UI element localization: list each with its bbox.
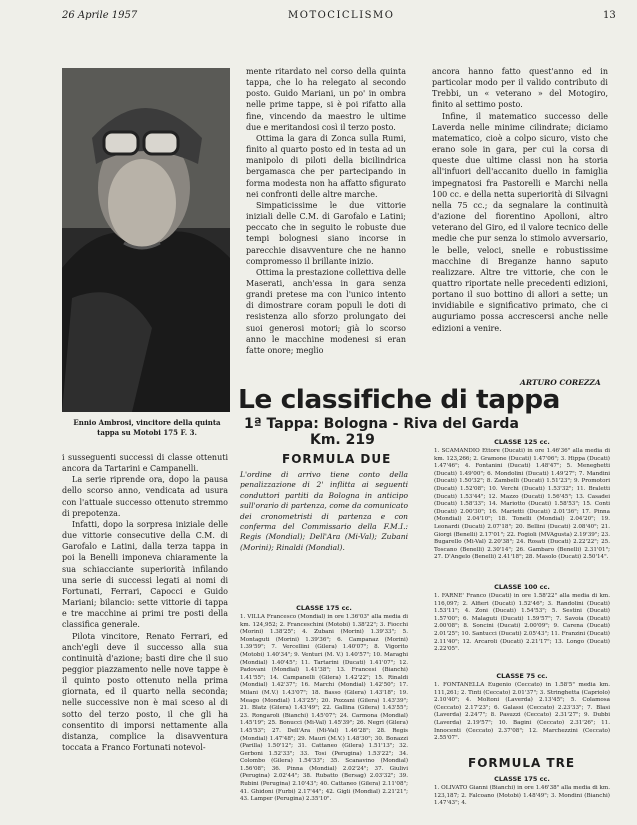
class-heading: CLASSE 75 cc. [496,672,548,680]
page-number: 13 [603,10,616,21]
stage-title: 1ª Tappa: Bologna - Riva del Garda [244,416,519,432]
class-results: 1. SCAMANDIO Ettore (Ducati) in ore 1.46'36" alla media di km. 123,266; 2. Gramone (Ducati) 1.47'06"; 3. Hippa (Ducati) 1.47'46"; 4. Fontanini (Ducati) 1.48'47"; 5. Meneghetti (Ducati) 1.49'00"; 6. Mondolini (Ducati) 1.49'27"; 7. Mandini (Ducati) 1.50'32"; 8. Zambelli (Ducati) 1.51'23"; 9. Promotori (Ducati) 1.52'08"; 10. Verchi (Ducati) 1.53'32"; 11. Braletti (Ducati) 1.53'44"; 12. Mazzo (Ducati) 1.56'45"; 13. Casadei (Ducati) 1.58'33"; 14. Mariotto (Ducati) 1.58'53"; 15. Conti (Ducati) 2.00'30"; 16. Marietti (Ducati) 2.01'36"; 17. Pinna (Mondial) 2.04'10"; 18. Tonelli (Mondial) 2.04'20"; 19. Leonardi (Ducati) 2.07'18"; 20. Bellini (Ducati) 2.08'40"; 21. Giorgi (Benelli) 2.17'01"; 22. Fogioli (MVAgusta) 2.19'39"; 23. Bugarello (Mi-Val) 2.20'38"; 24. Rosati (Ducati) 2.22'22"; 25. Toscano (Benelli) 2.30'14"; 26. Gambaro (Benelli) 2.31'01"; 27. D'Angelo (Benelli) 2.41'18"; 28. Masolo (Ducati) 2.50'14". [434,448,610,561]
results-headline: Le classifiche di tappa [238,385,560,415]
class-heading: CLASSE 175 cc. [296,604,352,612]
middle-column [246,66,406,356]
class-heading: CLASSE 175 cc. [494,775,550,783]
paragraph: Simpaticissime le due vittorie iniziali delle C.M. di Garofalo e Latini; peccato che in seguito le robuste due tempi bolognesi siano incorse in parecchie disavventure che ne hanno compromesso il brillante inizio. [246,200,406,266]
formula-tre-heading: FORMULA TRE [468,756,576,770]
paragraph: Infatti, dopo la sorpresa iniziale delle due vittorie consecutive della C.M. di Garofalo e Latini, dalla terza tappa in poi la Benelli imponeva chiaramente la sua schiacciante superiorità infilando una serie di successi legati ai nomi di Fortunati, Ferrari, Capocci e Guido Mariani; bilancio: sette vittorie di tappa e tre macchine ai primi tre posti della classifica generale. [62,519,228,630]
photo-caption: Ennio Ambrosi, vincitore della quinta tappa su Motobi 175 F. 3. [73,418,221,437]
class-results: 1. FARNE' Franco (Ducati) in ore 1.58'22" alla media di km. 116,097; 2. Alfieri (Ducati) 1.52'46"; 3. Randolini (Ducati) 1.53'11"; 4. Zoni (Ducati) 1.54'53"; 5. Sestini (Ducati) 1.57'00"; 6. Malaguti (Ducati) 1.59'57"; 7. Savoia (Ducati) 2.00'08"; 8. Soncini (Ducati) 2.00'09"; 9. Carena (Ducati) 2.01'25"; 10. Santucci (Ducati) 2.05'43"; 11. Franzini (Ducati) 2.11'40"; 12. Arcaroli (Ducati) 2.21'17"; 13. Longo (Ducati) 2.22'05". [434,593,610,653]
paragraph: i susseguenti successi di classe ottenuti ancora da Tartarini e Campanelli. [62,453,228,474]
rider-portrait-illustration [62,68,230,412]
paragraph: Ottima la gara di Zonca sulla Rumi, finito al quarto posto ed in testa ad un manipolo di piloti della bicilindrica bergamasca che per partecipando in forma modesta non ha affatto sfigurato nei confronti delle altre marche. [246,133,406,199]
class-results: 1. FONTANELLA Eugenio (Ceccato) in 1.58'5" media km. 111,261; 2. Tinti (Ceccato) 2.01'37"; 3. Stringhetta (Capriolo) 2.10'40"; 4. Moltoni (Laverda) 2.13'45"; 5. Colamosa (Ceccato) 2.17'23"; 6. Galassi (Ceccato) 2.23'33"; 7. Blasi (Laverda) 2.24'7"; 8. Pasuzzi (Ceccato) 2.31'27"; 9. Dubbi (Laverda) 2.19'57"; 10. Bagini (Ceccato) 2.31'26"; 11. Innocenti (Ceccato) 2.37'08"; 12. Marchezzini (Ceccato) 2.55'07". [434,682,610,742]
paragraph: Infine, il matematico successo delle Laverda nelle minime cilindrate; diciamo matematico, cioè a colpo sicuro, visto che erano sole in gara, per cui la corsa di queste due ultime classi non ha storia all'infuori dell'accanito duello in famiglia impegnatosi fra Pastorelli e Marchi nella 100 cc. e della netta superiorità di Silvagni nella 75 cc.; da segnalare la continuità d'azione del fiorentino Apolloni, altro veterano del Giro, ed il valore tecnico delle medie che pur senza lo stimolo avversario, le belle, veloci, snelle e robustissime macchine di Breganze hanno saputo realizzare. Altre tre vittorie, che con le quattro riportate nelle precedenti edizioni, portano il suo bottino di allori a sette; un invidiabile e significativo primato, che ci auguriamo possa accrescersi anche nelle edizioni a venire. [432,111,608,333]
penalty-note: L'ordine di arrivo tiene conto della penalizzazione di 2' inflitta ai seguenti conduttori partiti da Bologna in anticipo sull'orario di partenza, come da comunicato dei cronometristi di partenza e con conferma del Commissario della F.M.I.: Regis (Mondial); Dell'Ara (Mi-Val); Zubani (Morini); Rinaldi (Mondial). [240,470,408,552]
magazine-title: MOTOCICLISMO [288,10,395,21]
paragraph: Ottima la prestazione collettiva delle Maserati, anch'essa in gara senza grandi pretese ma con l'unico intento di dimostrare coram populi le doti di resistenza allo sforzo prolungato dei suoi generosi motori; già lo scorso anno le macchine modenesi si eran fatte onore; meglio [246,267,406,355]
stage-distance: Km. 219 [310,432,375,448]
left-column [62,452,228,753]
paragraph: Pilota vincitore, Renato Ferrari, ed anch'egli deve il successo alla sua continuità d'azione; basti dire che il suo peggior piazzamento nelle nove tappe è il quinto posto ottenuto nella prima giornata, ed il quarto nella seconda; nelle successive non è mai sceso al di sotto del terzo posto, il che gli ha consentito di imporsi nettamente alla distanza, complice la disavventura toccata a Franco Fortunati notevol- [62,631,228,753]
class-results: 1. OLIVATO Gianni (Bianchi) in ore 1.46'38" alla media di km. 123,187; 2. Falcoano (Motobi) 1.48'49"; 3. Mondini (Bianchi) 1.47'43"; 4. [434,785,610,807]
class-heading: CLASSE 100 cc. [494,583,550,591]
paragraph: La serie riprende ora, dopo la pausa dello scorso anno, vendicata ad usura con l'attuale successo ottenuto stremmo di prepotenza. [62,475,228,518]
right-column [432,66,608,334]
class-heading: CLASSE 125 cc. [494,438,550,446]
author-signature: ARTURO COREZZA [520,378,601,387]
class-results: 1. VILLA Francesco (Mondial) in ore 1.36'03" alla media di km. 124,952; 2. Franceschini (Motobi) 1.38'22"; 3. Fiocchi (Morini) 1.38'25"; 4. Zubani (Morini) 1.39'33"; 5. Montaguti (Morini) 1.39'36"; 6. Campanaz (Morini) 1.39'59"; 7. Vercellini (Gilera) 1.40'07"; 8. Vigorito (Motobi) 1.40'34"; 9. Venturi (M. V.) 1.40'57"; 10. Maraghi (Mondial) 1.40'45"; 11. Tartarini (Ducati) 1.41'07"; 12. Padovani (Mondial) 1.41'38"; 13. Francesi (Bianchi) 1.41'55"; 14. Campanelli (Gilera) 1.42'22"; 15. Rinaldi (Mondial) 1.42'37"; 16. Marchi (Mondial) 1.42'50"; 17. Milani (M.V.) 1.43'07"; 18. Basso (Gilera) 1.43'18"; 19. Meago (Mondial) 1.43'25"; 20. Pozzani (Gilera) 1.43'39"; 21. Blatz (Gilera) 1.43'49"; 22. Gallina (Gilera) 1.43'55"; 23. Rongaroli (Bianchi) 1.45'07"; 24. Carmona (Mondial) 1.45'19"; 25. Bonucci (Mi-Val) 1.45'39"; 26. Negri (Gilera) 1.45'53"; 27. Dell'Ara (Mi-Val) 1.46'28"; 28. Regis (Mondial) 1.47'48"; 29. Mauri (M.V.) 1.48'30"; 30. Bonazzi (Parilla) 1.50'12"; 31. Cattaneo (Gilera) 1.51'13"; 32. Gerboni 1.52'33"; 33. Tosi (Perugina) 1.53'22"; 34. Colombo (Gilera) 1.54'33"; 35. Scanavino (Mondial) 1.56'08"; 36. Pinna (Mondial) 2.02'24"; 37. Giulivi (Perugina) 2.02'44"; 38. Rubatto (Bersag) 2.03'32"; 39. Rubini (Perugina) 2.10'43"; 40. Cattaneo (Gilera) 2.11'08"; 41. Ghidoni (Furbi) 2.17'44"; 42. Gigli (Mondial) 2.21'21"; 43. Lamper (Perugina) 2.35'10". [240,614,408,803]
issue-date: 26 Aprile 1957 [62,10,138,21]
rider-photo [62,68,230,412]
paragraph: ancora hanno fatto quest'anno ed in particolar modo per il valido contributo di Trebbi, un « veterano » del Motogiro, finito al settimo posto. [432,67,608,110]
paragraph: mente ritardato nel corso della quinta tappa, che lo ha relegato al secondo posto. Guido Mariani, un po' in ombra nelle prime tappe, si è poi rifatto alla fine, vincendo da maestro le ultime due e meritandosi così il terzo posto. [246,67,406,132]
formula-due-heading: FORMULA DUE [282,452,392,466]
